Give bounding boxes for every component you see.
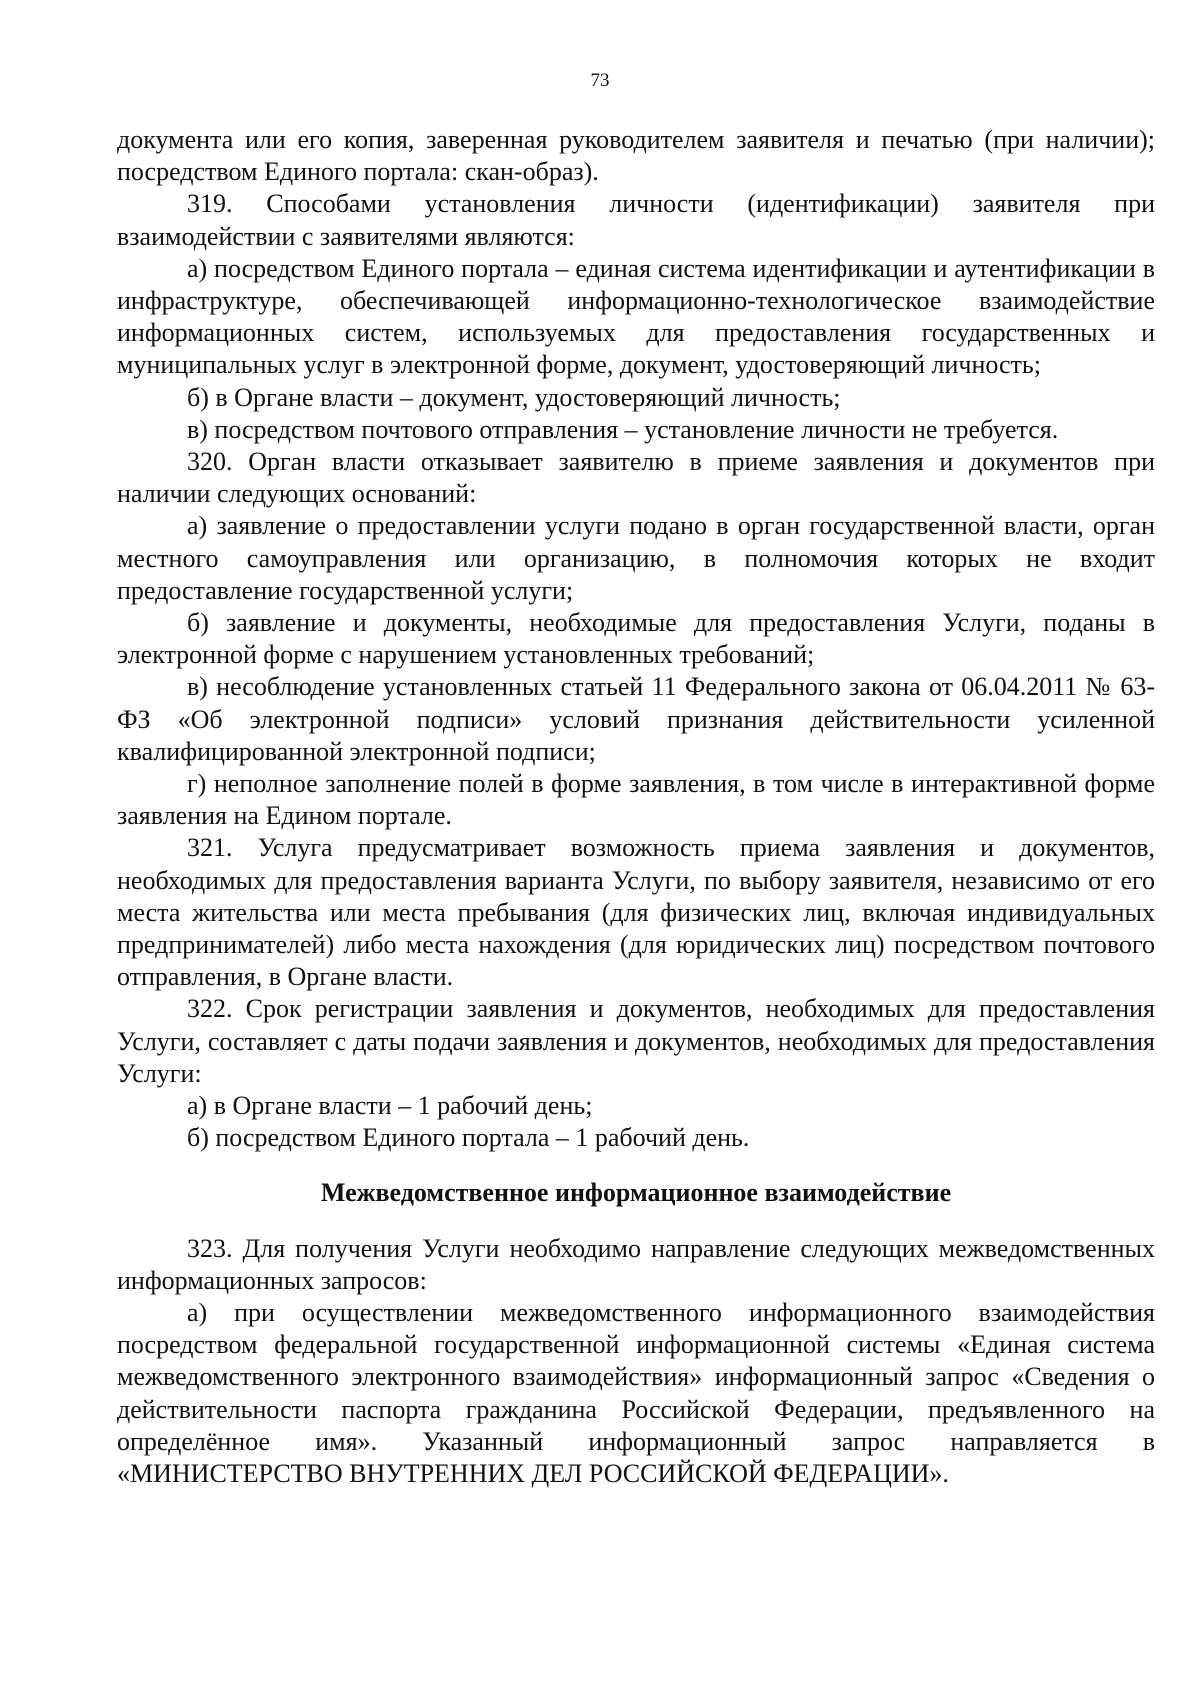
section-heading: Межведомственное информационное взаимодействие [320, 1177, 952, 1207]
paragraph-322-a: а) в Органе власти – 1 рабочий день; [187, 1091, 593, 1121]
paragraph-320-a: а) заявление о предоставлении услуги подано в орган государственной власти, орган местного самоуправления или организацию, в полномочия которых не входит предоставление государственной услуги; [117, 511, 1155, 605]
paragraph-320-b: б) заявление и документы, необходимые для предоставления Услуги, поданы в электронной форме с нарушением установленных требований; [117, 608, 1155, 670]
paragraph-322-b: б) посредством Единого портала – 1 рабочий день. [187, 1123, 750, 1153]
paragraph-continuation: документа или его копия, заверенная руководителем заявителя и печатью (при наличии); посредством Единого портала: скан-образ). [117, 125, 1155, 187]
paragraph-322: 322. Срок регистрации заявления и документов, необходимых для предоставления Услуги, составляет с даты подачи заявления и документов, необходимых для предоставления Услуги: [117, 994, 1155, 1088]
paragraph-321: 321. Услуга предусматривает возможность приема заявления и документов, необходимых для предоставления варианта Услуги, по выбору заявителя, независимо от его места жительства или места пребывания (для физических лиц, включая индивидуальных предпринимателей) либо места нахождения (для юридических лиц) посредством почтового отправления, в Органе власти. [117, 833, 1155, 992]
paragraph-323-a: а) при осуществлении межведомственного информационного взаимодействия посредством федеральной государственной информационной системы «Единая система межведомственного электронного взаимодействия» информационный запрос «Сведения о действительности паспорта гражданина Российской Федерации, предъявленного на определённое имя». Указанный информационный запрос направляется в «МИНИСТЕРСТВО ВНУТРЕННИХ ДЕЛ РОССИЙСКОЙ ФЕДЕРАЦИИ». [117, 1297, 1155, 1488]
document-body [117, 124, 1155, 1490]
paragraph-319-v: в) посредством почтового отправления – установление личности не требуется. [187, 414, 1059, 444]
paragraph-319: 319. Способами установления личности (идентификации) заявителя при взаимодействии с заявителями являются: [117, 189, 1155, 251]
paragraph-319-b: б) в Органе власти – документ, удостоверяющий личность; [187, 382, 841, 412]
paragraph-320-v: в) несоблюдение установленных статьей 11 Федерального закона от 06.04.2011 № 63-ФЗ «Об электронной подписи» условий признания действительности усиленной квалифицированной электронной подписи; [117, 672, 1155, 766]
paragraph-320-g: г) неполное заполнение полей в форме заявления, в том числе в интерактивной форме заявления на Едином портале. [117, 769, 1155, 831]
paragraph-319-a: а) посредством Единого портала – единая система идентификации и аутентификации в инфраструктуре, обеспечивающей информационно-технологическое взаимодействие информационных систем, используемых для предоставления государственных и муниципальных услуг в электронной форме, документ, удостоверяющий личность; [117, 253, 1155, 380]
paragraph-320: 320. Орган власти отказывает заявителю в приеме заявления и документов при наличии следующих оснований: [117, 447, 1155, 509]
paragraph-323: 323. Для получения Услуги необходимо направление следующих межведомственных информационных запросов: [117, 1233, 1155, 1295]
page-number: 73 [590, 70, 610, 91]
